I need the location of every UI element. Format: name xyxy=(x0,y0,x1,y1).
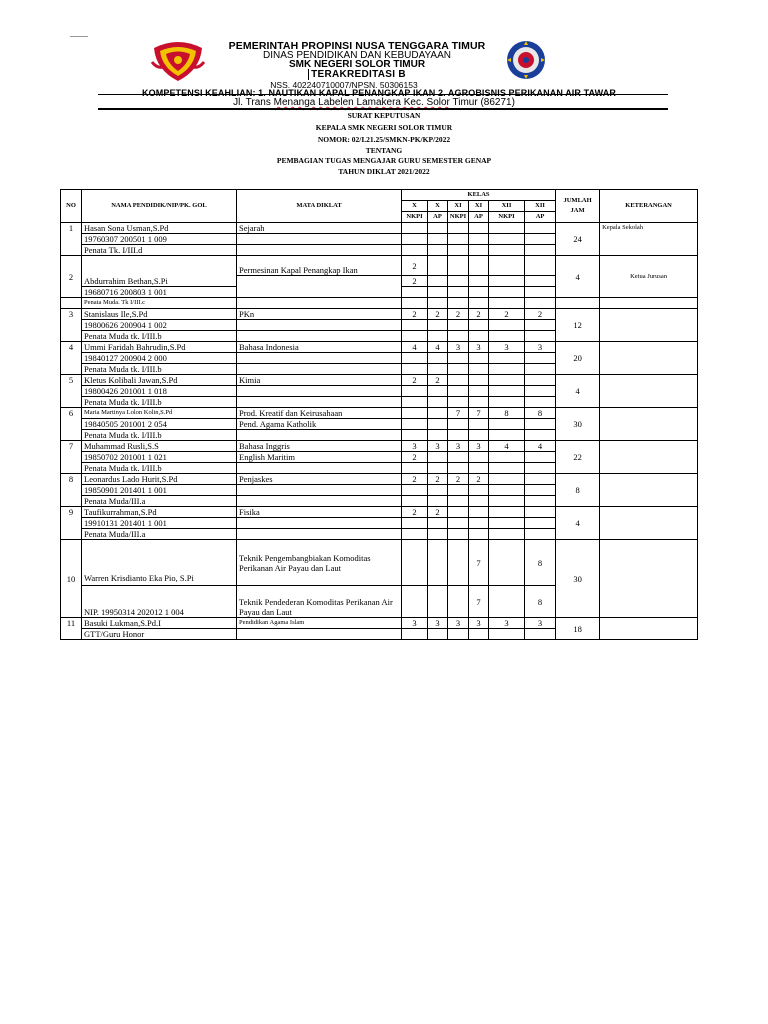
hours-cell: 2 xyxy=(428,474,448,485)
teacher-name: Ummi Faridah Bahrudin,S.Pd xyxy=(82,342,237,353)
hours-cell: 4 xyxy=(525,441,556,452)
teacher-name: Hasan Sona Usman,S.Pd xyxy=(82,223,237,234)
letterhead-rule-bottom xyxy=(98,108,668,110)
teacher-status: GTT/Guru Honor xyxy=(82,629,237,640)
decree-number: NOMOR: 02/I.21.25/SMKN-PK/KP/2022 xyxy=(317,135,451,144)
teaching-assignment-table xyxy=(60,189,698,640)
hours-xi-ap: 7 xyxy=(469,586,489,618)
hours-cell: 3 xyxy=(489,342,525,353)
header-sub-4: AP xyxy=(469,212,489,223)
total-hours: 4 xyxy=(556,507,600,540)
subject: Teknik Pengembangbiakan Komoditas Perikanan Air Payau dan Laut xyxy=(237,540,402,586)
total-hours: 4 xyxy=(556,375,600,408)
subject-2: Pend. Agama Katholik xyxy=(237,419,402,430)
hours-cell: 7 xyxy=(469,408,489,419)
subject: Pendidikan Agama Islam xyxy=(237,618,402,629)
teacher-name: Basuki Lukman,S.Pd.I xyxy=(82,618,237,629)
hours-cell: 3 xyxy=(448,618,469,629)
decree-issuer: KEPALA SMK NEGERI SOLOR TIMUR xyxy=(315,123,453,132)
teacher-rank: Penata Muda tk. I/III.b xyxy=(82,331,237,342)
teacher-nip: 19840127 200904 2 000 xyxy=(82,353,237,364)
teacher-rank: Penata Muda tk. I/III.b xyxy=(82,397,237,408)
row-no: 3 xyxy=(61,309,82,320)
row-no: 6 xyxy=(61,408,82,419)
decree-subject: PEMBAGIAN TUGAS MENGAJAR GURU SEMESTER GENAP xyxy=(276,156,492,165)
corner-mark xyxy=(70,36,88,37)
total-hours: 12 xyxy=(556,309,600,342)
subject: Sejarah xyxy=(237,223,402,234)
teacher-rank: Penata Muda/III.a xyxy=(82,496,237,507)
teacher-rank: Penata Muda. Tk I/III.c xyxy=(82,298,237,309)
row-no: 11 xyxy=(61,618,82,629)
hours-cell: 3 xyxy=(448,342,469,353)
teacher-name: Maria Martinya Lolon Kolin,S.Pd xyxy=(82,408,237,419)
hours-cell: 3 xyxy=(469,618,489,629)
total-hours: 30 xyxy=(556,408,600,441)
hours-cell: 2 xyxy=(428,507,448,518)
teacher-name: Warren Krisdianto Eka Pio, S.Pi xyxy=(82,540,237,586)
letterhead-address xyxy=(0,97,758,108)
teacher-rank: Penata Muda/III.a xyxy=(82,529,237,540)
total-hours: 4 xyxy=(556,256,600,298)
hours-cell: 7 xyxy=(448,408,469,419)
hours-cell: 3 xyxy=(402,441,428,452)
letterhead-competency: KOMPETENSI KEAHLIAN: 1. NAUTIKAN KAPAL PENANGKAP IKAN 2. AGROBISNIS PERIKANAN AIR TAWAR xyxy=(142,88,616,98)
header-grade-x-ap: X xyxy=(428,201,448,212)
teacher-nip: 19850702 201001 1 021 xyxy=(82,452,237,463)
hours-cell: 2 xyxy=(428,309,448,320)
subject-2: English Maritim xyxy=(237,452,402,463)
hours-x-nkpi: 2 xyxy=(402,256,428,276)
hours-cell: 4 xyxy=(402,342,428,353)
hours-cell: 2 xyxy=(402,375,428,386)
total-hours: 20 xyxy=(556,342,600,375)
hours-xii-ap: 8 xyxy=(525,540,556,586)
hours-cell: 4 xyxy=(428,342,448,353)
hours-cell: 3 xyxy=(428,618,448,629)
accreditation-text: TERAKREDITASI B xyxy=(308,69,406,80)
header-grade-xi-ap: XI xyxy=(469,201,489,212)
teacher-rank: Penata Tk. I/III.d xyxy=(82,245,237,256)
header-subject: MATA DIKLAT xyxy=(237,190,402,223)
teacher-rank: Penata Muda tk. I/III.b xyxy=(82,430,237,441)
header-remarks: KETERANGAN xyxy=(600,190,698,223)
hours-cell: 3 xyxy=(402,618,428,629)
teacher-rank: Penata Muda tk. I/III.b xyxy=(82,364,237,375)
hours-x-nkpi: 2 xyxy=(402,276,428,287)
teacher-nip: 19760307 200501 1 009 xyxy=(82,234,237,245)
total-hours: 22 xyxy=(556,441,600,474)
header-sub-2: AP xyxy=(428,212,448,223)
header-grade-xii-nkpi: XII xyxy=(489,201,525,212)
address-post: Timur (86271) xyxy=(449,97,515,108)
hours-cell: 8 xyxy=(489,408,525,419)
total-hours: 8 xyxy=(556,474,600,507)
teacher-rank: Penata Muda tk. I/III.b xyxy=(82,463,237,474)
subject: Penjaskes xyxy=(237,474,402,485)
row-no: 8 xyxy=(61,474,82,485)
teacher-name: Leonardus Lado Hurit,S.Pd xyxy=(82,474,237,485)
subject: Kimia xyxy=(237,375,402,386)
hours-cell: 3 xyxy=(489,618,525,629)
hours-cell: 2 xyxy=(448,309,469,320)
header-grade-x-nkpi: X xyxy=(402,201,428,212)
hours-xii-ap: 8 xyxy=(525,586,556,618)
subject: Bahasa Inggris xyxy=(237,441,402,452)
remarks: Kepala Sekolah xyxy=(600,223,698,234)
total-hours: 30 xyxy=(556,540,600,618)
header-name: NAMA PENDIDIK/NIP/PK. GOL xyxy=(82,190,237,223)
row-no: 2 xyxy=(61,256,82,298)
decree-year: TAHUN DIKLAT 2021/2022 xyxy=(338,167,430,176)
letterhead-department: DINAS PENDIDIKAN DAN KEBUDAYAAN xyxy=(262,50,451,61)
row-no: 10 xyxy=(61,540,82,618)
row-no: 9 xyxy=(61,507,82,518)
subject: Prod. Kreatif dan Keirusahaan xyxy=(237,408,402,419)
teacher-name: Taufikurrahman,S.Pd xyxy=(82,507,237,518)
teacher-nip: 19910131 201401 1 001 xyxy=(82,518,237,529)
header-sub-1: NKPI xyxy=(402,212,428,223)
letterhead-school: SMK NEGERI SOLOR TIMUR xyxy=(288,59,426,70)
subject: PKn xyxy=(237,309,402,320)
letterhead-accreditation xyxy=(0,69,741,80)
header-no: NO xyxy=(61,190,82,223)
teacher-name: Muhammad Rusli,S.S xyxy=(82,441,237,452)
hours-cell: 3 xyxy=(469,441,489,452)
teacher-nip: 19800626 200904 1 002 xyxy=(82,320,237,331)
header-sub-6: AP xyxy=(525,212,556,223)
hours-cell: 2 xyxy=(402,452,428,463)
hours-cell: 3 xyxy=(428,441,448,452)
row-no: 5 xyxy=(61,375,82,386)
hours-cell: 2 xyxy=(469,309,489,320)
hours-cell: 3 xyxy=(525,342,556,353)
teacher-name: Stanislaus Ile,S.Pd xyxy=(82,309,237,320)
teacher-nip: 19800426 201001 1 018 xyxy=(82,386,237,397)
row-no: 1 xyxy=(61,223,82,234)
row-no: 7 xyxy=(61,441,82,452)
hours-cell: 4 xyxy=(489,441,525,452)
hours-cell: 2 xyxy=(402,309,428,320)
hours-cell: 2 xyxy=(469,474,489,485)
header-grade-xii-ap: XII xyxy=(525,201,556,212)
header-class: KELAS xyxy=(402,190,556,201)
teacher-nip: NIP. 19950314 202012 1 004 xyxy=(82,586,237,618)
letterhead-nss: NSS. 402240710007/NPSN. 50306153 xyxy=(270,80,418,90)
hours-cell: 3 xyxy=(469,342,489,353)
hours-cell: 2 xyxy=(428,375,448,386)
hours-cell: 3 xyxy=(448,441,469,452)
subject: Fisika xyxy=(237,507,402,518)
remarks: Ketua Jurusan xyxy=(600,256,698,298)
hours-cell: 3 xyxy=(525,618,556,629)
teacher-nip: 19850901 201401 1 001 xyxy=(82,485,237,496)
hours-cell: 2 xyxy=(489,309,525,320)
address-pre: Jl. Trans xyxy=(233,97,274,108)
hours-cell: 2 xyxy=(402,507,428,518)
hours-cell: 2 xyxy=(525,309,556,320)
subject: Bahasa Indonesia xyxy=(237,342,402,353)
total-hours: 18 xyxy=(556,618,600,640)
header-total-a: JUMLAH xyxy=(563,197,592,204)
hours-cell: 2 xyxy=(402,474,428,485)
address-underlined: Menanga Labelen Lamakera Kec. Solor xyxy=(273,97,450,108)
hours-cell: 2 xyxy=(448,474,469,485)
total-hours: 24 xyxy=(556,223,600,256)
subject: Permesinan Kapal Penangkap Ikan xyxy=(237,256,402,276)
header-grade-xi-nkpi: XI xyxy=(448,201,469,212)
row-no: 4 xyxy=(61,342,82,353)
subject-2: Teknik Pendederan Komoditas Perikanan Air Payau dan Laut xyxy=(237,586,402,618)
header-total-hours xyxy=(556,190,600,223)
header-sub-3: NKPI xyxy=(448,212,469,223)
decree-title: SURAT KEPUTUSAN xyxy=(347,111,421,120)
header-total-b: JAM xyxy=(570,207,585,214)
hours-xi-ap: 7 xyxy=(469,540,489,586)
teacher-nip: 19680716 200803 1 001 xyxy=(82,287,237,298)
teacher-name: Kletus Kolibali Jawan,S.Pd xyxy=(82,375,237,386)
letterhead-government: PEMERINTAH PROPINSI NUSA TENGGARA TIMUR xyxy=(228,40,486,52)
hours-cell: 8 xyxy=(525,408,556,419)
header-sub-5: NKPI xyxy=(489,212,525,223)
teacher-name: Abdurrahim Bethan,S.Pi xyxy=(82,256,237,287)
decree-about: TENTANG xyxy=(365,146,403,155)
teacher-nip: 19840505 201001 2 054 xyxy=(82,419,237,430)
